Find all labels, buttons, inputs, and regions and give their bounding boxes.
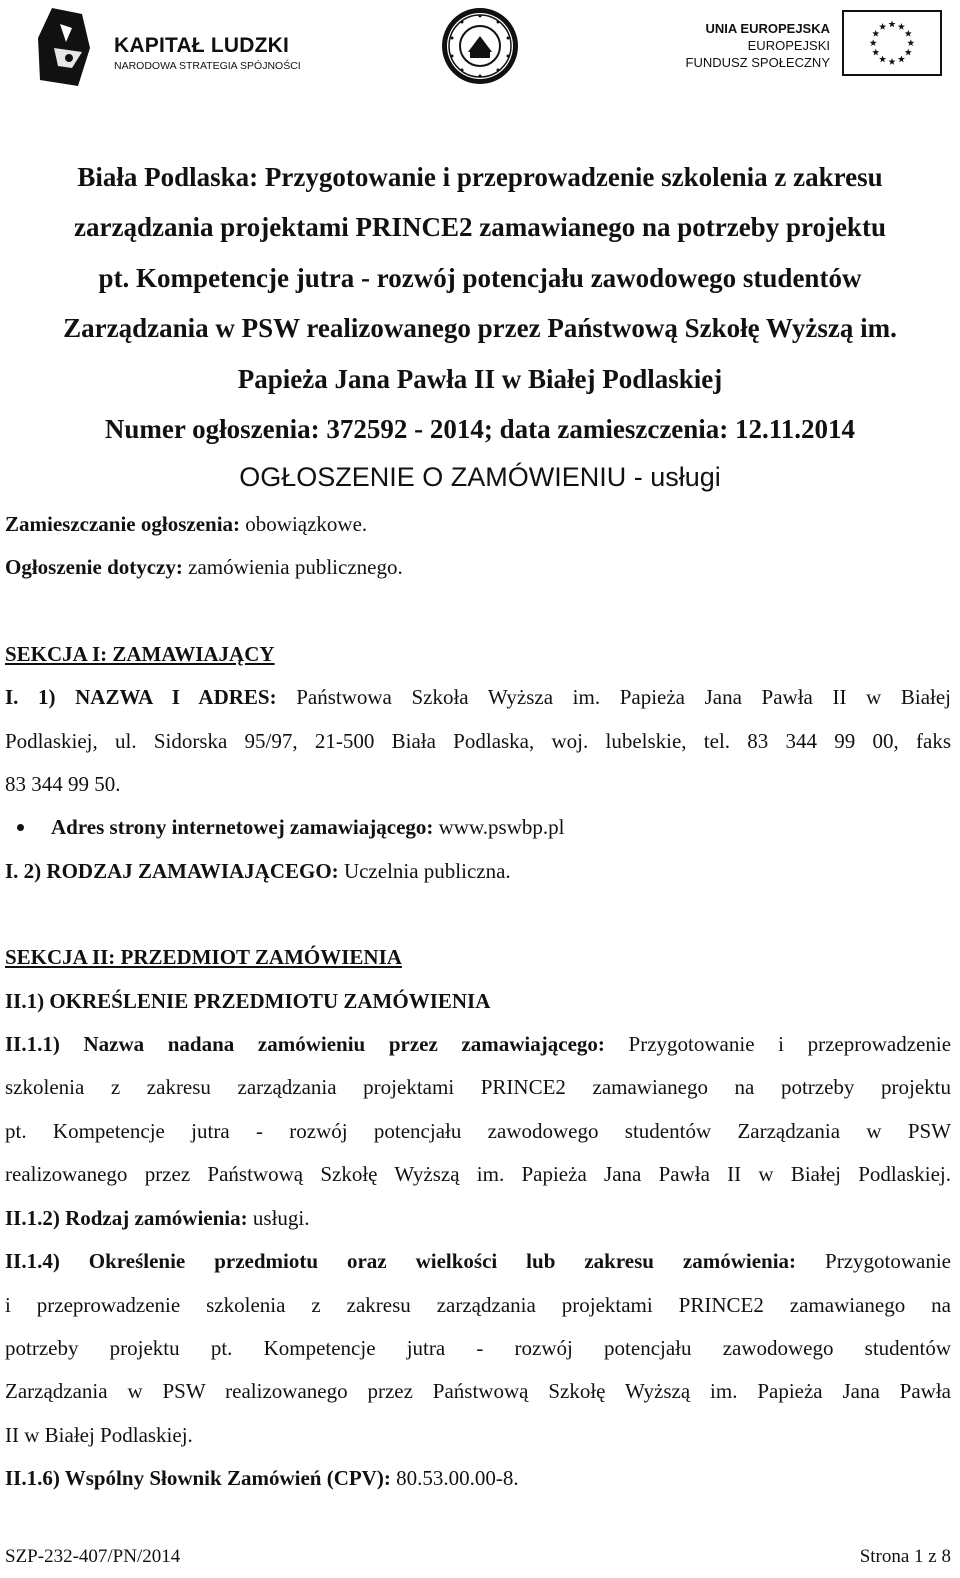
eu-star-icon [872,30,879,37]
cpv-row [5,1457,951,1500]
eu-star-icon [872,49,879,56]
eu-line3: FUNDUSZ SPOŁECZNY [685,55,830,70]
notice-kind: OGŁOSZENIE O ZAMÓWIENIU - usługi [239,462,721,492]
eu-star-icon [888,58,895,65]
title-line-5: Papieża Jana Pawła II w Białej Podlaskiej [237,363,723,394]
notice-number: Numer ogłoszenia: 372592 - 2014; data zamieszczenia: 12.11.2014 [104,414,856,445]
order-kind-label: II.1.2) Rodzaj zamówienia: [5,1205,248,1230]
eu-star-icon [898,23,905,30]
title-line-3: pt. Kompetencje jutra - rozwój potencjału zawodowego studentów [98,262,862,293]
eu-flag-icon [842,10,942,76]
kapital-ludzki-mark-icon [38,8,100,86]
section-1-name-label: I. 1) NAZWA I ADRES: [5,685,277,710]
kapital-ludzki-logo [38,6,301,86]
order-scope-line3: potrzeby projektu pt. Kompetencje jutra - rozwój potencjału zawodowego studentów [5,1335,951,1360]
order-name-line4: realizowanego przez Państwową Szkołę Wyższą im. Papieża Jana Pawła II w Białej Podlaskiej. [5,1162,951,1187]
concerns-value: zamówienia publicznego. [188,555,403,580]
website-value: www.pswbp.pl [438,815,565,840]
order-scope-line1: Przygotowanie [825,1249,952,1274]
eu-star-icon [907,39,914,46]
order-scope-line5: II w Białej Podlaskiej. [5,1422,193,1447]
title-line-2: zarządzania projektami PRINCE2 zamawianego na potrzeby projektu [74,212,886,243]
section-1-name-row [5,676,951,719]
footer-page-number: Strona 1 z 8 [859,1546,951,1567]
contracting-type-row [5,850,951,893]
order-name-line3: pt. Kompetencje jutra - rozwój potencjału zawodowego studentów Zarządzania w PSW [5,1118,951,1143]
order-name-row [5,1023,951,1066]
section-1-name-line3: 83 344 99 50. [5,772,121,797]
bullet-icon [17,824,24,831]
order-scope-line4: Zarządzania w PSW realizowanego przez Państwową Szkołę Wyższą im. Papieża Jana Pawła [5,1379,951,1404]
university-seal-icon [440,6,520,86]
placement-label: Zamieszczanie ogłoszenia: [5,512,241,536]
website-row [5,806,951,849]
kapital-ludzki-subtitle: NARODOWA STRATEGIA SPÓJNOŚCI [114,60,301,72]
section-1-heading: SEKCJA I: ZAMAWIAJĄCY [5,641,275,666]
order-scope-row [5,1240,951,1283]
concerns-label: Ogłoszenie dotyczy: [5,555,183,580]
eu-star-icon [898,56,905,63]
notice-title [0,152,960,454]
notice-body [5,503,951,1501]
cpv-label: II.1.6) Wspólny Słownik Zamówień (CPV): [5,1466,391,1491]
eu-star-icon [905,30,912,37]
order-scope-line2: i przeprowadzenie szkolenia z zakresu zarządzania projektami PRINCE2 zamawianego na [5,1292,951,1317]
order-name-line2: szkolenia z zakresu zarządzania projektami PRINCE2 zamawianego na potrzeby projektu [5,1075,951,1100]
footer-reference: SZP-232-407/PN/2014 [5,1546,181,1567]
placement-value: obowiązkowe. [245,512,368,536]
kapital-ludzki-title: KAPITAŁ LUDZKI [114,34,290,57]
placement-row [5,503,951,546]
eu-star-icon [905,49,912,56]
eu-star-icon [870,39,877,46]
eu-star-icon [879,56,886,63]
section-2-heading: SEKCJA II: PRZEDMIOT ZAMÓWIENIA [5,945,402,970]
section-1-name-line1: Państwowa Szkoła Wyższa im. Papieża Jana Pawła II w Białej [296,685,952,710]
eu-star-icon [888,20,895,27]
order-kind-value: usługi. [252,1205,310,1230]
eu-line1: UNIA EUROPEJSKA [705,21,830,36]
section-2-subheading: II.1) OKREŚLENIE PRZEDMIOTU ZAMÓWIENIA [5,988,491,1013]
cpv-value: 80.53.00.00-8. [396,1466,519,1491]
contracting-type-value: Uczelnia publiczna. [343,858,511,883]
header [0,0,960,92]
concerns-row [5,546,951,589]
eu-line2: EUROPEJSKI [747,38,830,53]
title-line-4: Zarządzania w PSW realizowanego przez Państwową Szkołę Wyższą im. [63,313,897,344]
eu-star-icon [879,23,886,30]
title-line-1: Biała Podlaska: Przygotowanie i przeprowadzenie szkolenia z zakresu [77,162,883,192]
page-footer [5,1546,951,1568]
section-1-name-line2: Podlaskiej, ul. Sidorska 95/97, 21-500 Biała Podlaska, woj. lubelskie, tel. 83 344 99 00, faks [5,728,951,753]
order-name-label: II.1.1) Nazwa nadana zamówieniu przez zamawiającego: [5,1032,605,1057]
order-kind-row [5,1197,951,1240]
contracting-type-label: I. 2) RODZAJ ZAMAWIAJĄCEGO: [5,858,339,883]
order-name-line1: Przygotowanie i przeprowadzenie [628,1032,952,1057]
order-scope-label: II.1.4) Określenie przedmiotu oraz wielkości lub zakresu zamówienia: [5,1249,797,1274]
eu-fund-label [686,20,830,71]
website-label: Adres strony internetowej zamawiającego: [51,815,434,840]
